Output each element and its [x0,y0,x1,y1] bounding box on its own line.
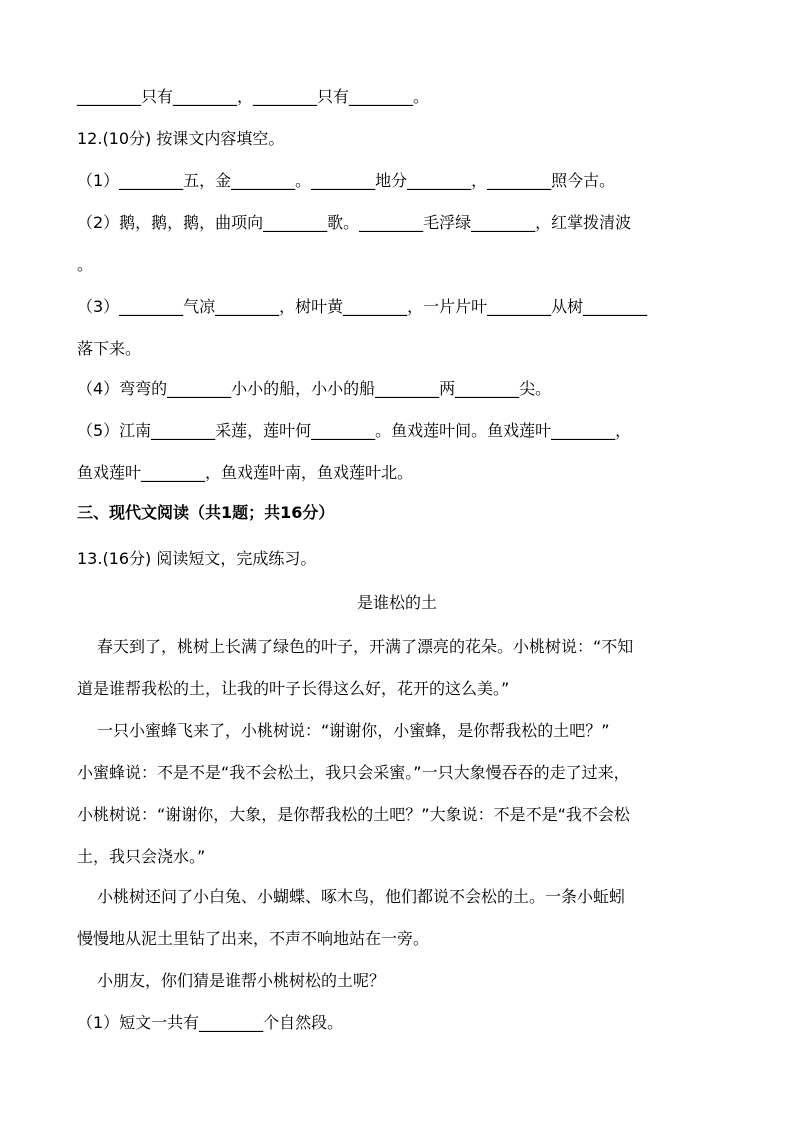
passage-line: 小桃树说：“谢谢你，大象，是你帮我松的土吧？”大象说：不是不是“我不会松 [77,805,630,824]
passage-line: 道是谁帮我松的土，让我的叶子长得这么好，花开的这么美。” [77,679,510,698]
text-line: 。 [77,255,94,274]
text-line: 落下来。 [77,339,142,358]
question-12-item-2: （2）鹅，鹅，鹅，曲项向________歌。________毛浮绿________，红掌拨清波 [77,213,632,232]
section-heading: 三、现代文阅读（共1题；共16分） [77,503,335,522]
passage-line: 小蜜蜂说：不是不是“我不会松土，我只会采蜜。”一只大象慢吞吞的走了过来， [77,763,630,782]
text-line: ________只有________，________只有________。 [77,87,430,106]
passage-line: 小朋友，你们猜是谁帮小桃树松的土呢？ [97,971,386,990]
passage-line: 土，我只会浇水。” [77,847,206,866]
question-12-item-4: （4）弯弯的________小小的船，小小的船________两________尖。 [77,379,552,398]
question-13-title: 13.(16分) 阅读短文，完成练习。 [77,549,317,568]
passage-line: 一只小蜜蜂飞来了，小桃树说：“谢谢你，小蜜蜂，是你帮我松的土吧？” [97,721,610,740]
question-12-item-1: （1）________五，金________。________地分________，________照今古。 [77,171,616,190]
passage-line: 慢慢地从泥土里钻了出来，不声不响地站在一旁。 [77,929,430,948]
text-line: 鱼戏莲叶________，鱼戏莲叶南，鱼戏莲叶北。 [77,463,414,482]
question-13-item-1: （1）短文一共有________个自然段。 [77,1013,344,1032]
passage-line: 小桃树还问了小白兔、小蝴蝶、啄木鸟，他们都说不会松的土。一条小蚯蚓 [97,887,626,906]
question-12-item-5: （5）江南________采莲，莲叶何________。鱼戏莲叶间。鱼戏莲叶________， [77,421,632,440]
question-12-title: 12.(10分) 按课文内容填空。 [77,129,285,148]
question-12-item-3: （3）________气凉________，树叶黄________，一片片叶________从树________ [77,297,648,316]
passage-line: 春天到了，桃树上长满了绿色的叶子，开满了漂亮的花朵。小桃树说：“不知 [97,637,634,656]
passage-title: 是谁松的土 [356,593,437,612]
